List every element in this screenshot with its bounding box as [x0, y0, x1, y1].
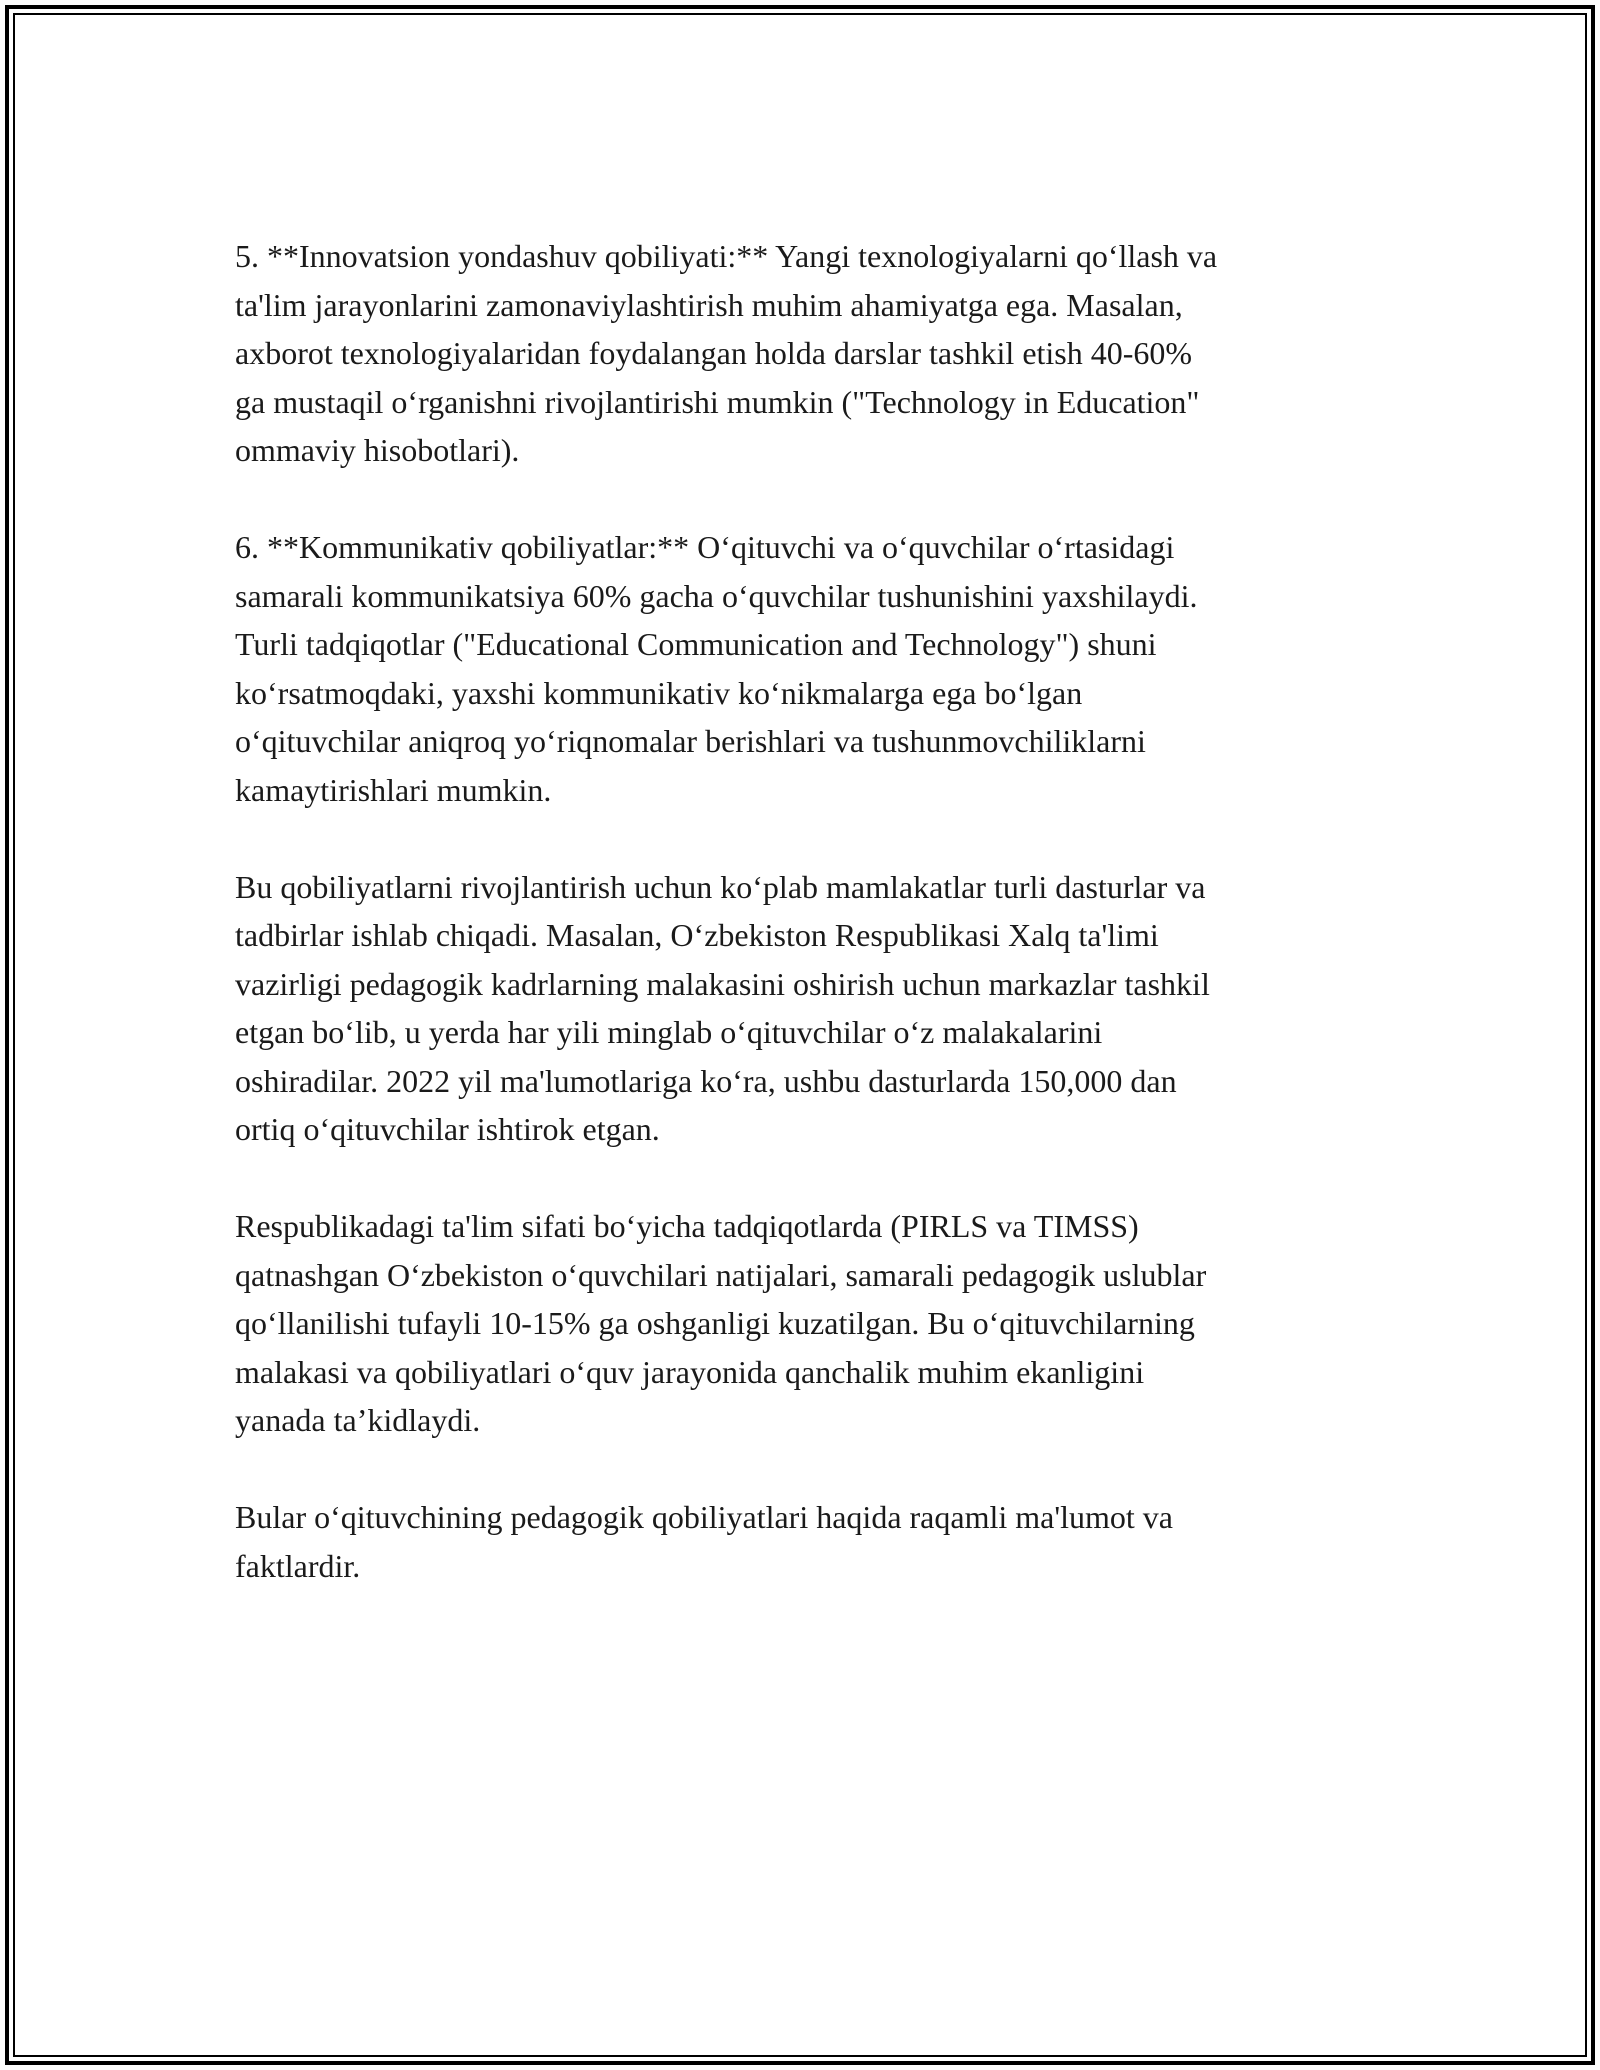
paragraph-development-programs: Bu qobiliyatlarni rivojlantirish uchun ko‘plab mamlakatlar turli dasturlar va tadbirlar ishlab chiqadi. Masalan, O‘zbekiston Respublikasi Xalq ta'limi vazirligi pedagogik kadrlarning malakasini oshirish uchun markazlar tashkil etgan bo‘lib, u yerda har yili minglab o‘qituvchilar o‘z malakalarini oshiradilar. 2022 yil ma'lumotlariga ko‘ra, ushbu dasturlarda 150,000 dan ortiq o‘qituvchilar ishtirok etgan.: [235, 868, 1210, 1147]
paragraph-conclusion: Bular o‘qituvchining pedagogik qobiliyatlari haqida raqamli ma'lumot va faktlardir.: [235, 1499, 1173, 1584]
document-body: [235, 232, 1395, 1639]
paragraph-communication-skills: 6. **Kommunikativ qobiliyatlar:** O‘qituvchi va o‘quvchilar o‘rtasidagi samarali kommunikatsiya 60% gacha o‘quvchilar tushunishini yaxshilaydi. Turli tadqiqotlar ("Educational Communication and Technology") shuni ko‘rsatmoqdaki, yaxshi kommunikativ ko‘nikmalarga ega bo‘lgan o‘qituvchilar aniqroq yo‘riqnomalar berishlari va tushunmovchiliklarni kamaytirishlari mumkin.: [235, 529, 1198, 808]
paragraph-research-results: Respublikadagi ta'lim sifati bo‘yicha tadqiqotlarda (PIRLS va TIMSS) qatnashgan O‘zbekiston o‘quvchilari natijalari, samarali pedagogik uslublar qo‘llanilishi tufayli 10-15% ga oshganligi kuzatilgan. Bu o‘qituvchilarning malakasi va qobiliyatlari o‘quv jarayonida qanchalik muhim ekanligini yanada ta’kidlaydi.: [235, 1208, 1207, 1438]
paragraph-innovation-ability: 5. **Innovatsion yondashuv qobiliyati:** Yangi texnologiyalarni qo‘llash va ta'lim jarayonlarini zamonaviylashtirish muhim ahamiyatga ega. Masalan, axborot texnologiyalaridan foydalangan holda darslar tashkil etish 40-60% ga mustaqil o‘rganishni rivojlantirishi mumkin ("Technology in Education" ommaviy hisobotlari).: [235, 238, 1218, 468]
